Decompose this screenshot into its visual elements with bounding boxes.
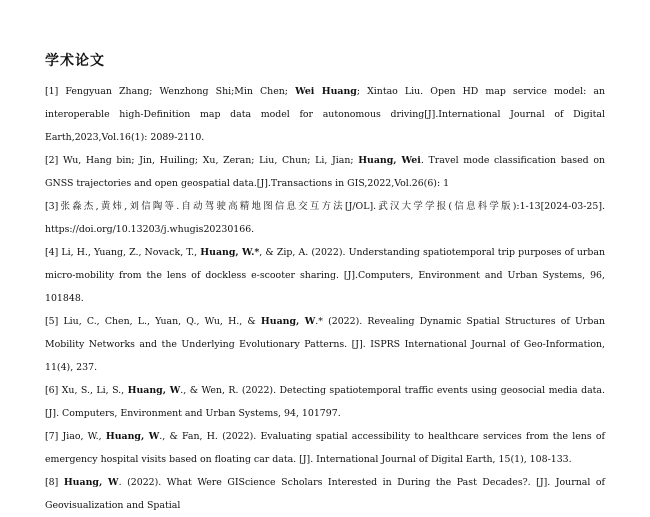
- reference-item: [45, 241, 605, 310]
- reference-author-highlight: Huang, W: [105, 431, 160, 442]
- reference-text: ., & Wen, R. (2022). Detecting spatiotemporal traffic events using geosocial media data. [J]. Computers, Environment and Urban Systems, 94, 101797.: [45, 385, 606, 419]
- reference-author-highlight: Huang, Wei: [358, 155, 421, 166]
- reference-item: [45, 149, 605, 195]
- reference-text: [2] Wu, Hang bin; Jin, Huiling; Xu, Zeran; Liu, Chun; Li, Jian;: [45, 155, 359, 166]
- reference-text: . Travel mode classification based on GNSS trajectories and open geospatial data.[J].Transactions in GIS,2022,Vol.26(6): 1: [45, 155, 606, 189]
- reference-item: [45, 310, 605, 379]
- reference-text: [3]张淼杰,黄炜,刘信陶等.自动驾驶高精地图信息交互方法[J/OL].武汉大学学报(信息科学版):1-13[2024-03-25]. https://doi.org/10.13203/j.whugis20230166.: [45, 201, 605, 235]
- reference-text: , & Zip, A. (2022). Understanding spatiotemporal trip purposes of urban micro-mobility from the lens of dockless e-scooter sharing. [J].Computers, Environment and Urban Systems, 96, 101848.: [45, 247, 605, 304]
- reference-author-highlight: Wei Huang: [295, 86, 357, 97]
- reference-author-highlight: Huang, W: [63, 477, 119, 488]
- reference-text: [5] Liu, C., Chen, L., Yuan, Q., Wu, H., &: [45, 316, 261, 327]
- reference-list: [45, 80, 605, 517]
- reference-text: .* (2022). Revealing Dynamic Spatial Structures of Urban Mobility Networks and the Underlying Evolutionary Patterns. [J]. ISPRS International Journal of Geo-Information, 11(4), 237.: [45, 316, 605, 373]
- reference-text: ; Xintao Liu. Open HD map service model: an interoperable high-Definition map data model for autonomous driving[J].International Journal of Digital Earth,2023,Vol.16(1): 2089-2110.: [45, 86, 605, 143]
- reference-text: [8]: [45, 477, 64, 488]
- reference-text: [4] Li, H., Yuang, Z., Novack, T.,: [45, 247, 201, 258]
- reference-author-highlight: Huang, W: [260, 316, 316, 327]
- reference-item: [45, 471, 605, 517]
- reference-text: ., & Fan, H. (2022). Evaluating spatial accessibility to healthcare services from the lens of emergency hospital visits based on floating car data. [J]. International Journal of Digital Earth, 15(1), 108-133.: [45, 431, 605, 465]
- section-title: 学术论文: [45, 53, 105, 69]
- reference-author-highlight: Huang, W: [127, 385, 181, 396]
- reference-item: [45, 425, 605, 471]
- reference-item: [45, 195, 605, 241]
- reference-item: [45, 80, 605, 149]
- reference-text: [6] Xu, S., Li, S.,: [45, 385, 128, 396]
- reference-text: [1] Fengyuan Zhang; Wenzhong Shi;Min Chen;: [45, 86, 296, 97]
- reference-text: [7] Jiao, W.,: [45, 431, 106, 442]
- reference-author-highlight: Huang, W.*: [200, 247, 260, 258]
- reference-text: . (2022). What Were GIScience Scholars Interested in During the Past Decades?. [J]. Journal of Geovisualization and Spatial: [45, 477, 605, 511]
- reference-item: [45, 379, 605, 425]
